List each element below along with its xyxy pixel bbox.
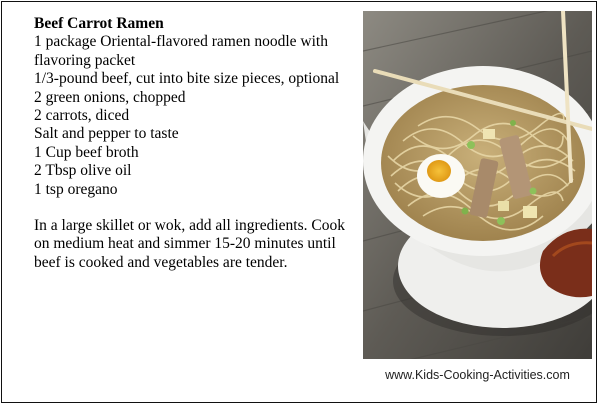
recipe-title: Beef Carrot Ramen: [34, 15, 164, 32]
recipe-text: [34, 15, 354, 272]
egg-yolk: [427, 160, 451, 182]
ingredient-item: 1 Cup beef broth: [34, 143, 139, 161]
ramen-photo: [363, 11, 592, 359]
website-url[interactable]: www.Kids-Cooking-Activities.com: [385, 368, 570, 382]
ingredient-item: 2 green onions, chopped: [34, 88, 186, 106]
ingredient-item: 2 Tbsp olive oil: [34, 162, 132, 180]
ingredient-item: 1 tsp oregano: [34, 180, 118, 198]
ingredient-item: 2 carrots, diced: [34, 107, 130, 125]
recipe-instructions: In a large skillet or wok, add all ingredients. Cook on medium heat and simmer 15-20 minutes until beef is cooked and vegetables are tender.: [34, 217, 345, 271]
ramen-bowl-illustration: [363, 11, 592, 359]
recipe-card: [1, 1, 597, 403]
ingredient-item: Salt and pepper to taste: [34, 125, 179, 143]
ingredient-item: 1/3-pound beef, cut into bite size pieces, optional: [34, 70, 340, 88]
ingredient-item: 1 package Oriental-flavored ramen noodle with flavoring packet: [34, 33, 328, 69]
